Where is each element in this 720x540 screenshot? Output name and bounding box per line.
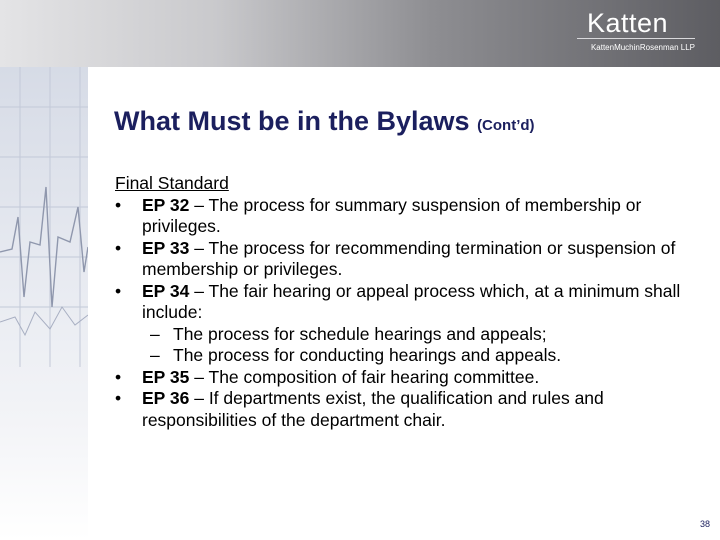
sub-bullet-item	[115, 345, 705, 367]
sub-bullet-text: The process for conducting hearings and appeals.	[173, 345, 562, 365]
bullet-item	[115, 238, 705, 281]
bullet-item	[115, 388, 705, 431]
bullet-item	[115, 367, 705, 389]
ep-label: EP 32	[142, 194, 190, 215]
bullet-icon: •	[115, 388, 122, 408]
header-bar	[0, 0, 720, 67]
sub-bullet-item	[115, 324, 705, 346]
bullet-item	[115, 195, 705, 238]
ep-label: EP 33	[142, 237, 190, 258]
ep-label: EP 35	[142, 366, 190, 387]
bullet-text: – The process for recommending termination or suspension of membership or privileges.	[142, 237, 676, 279]
bullet-text: – If departments exist, the qualification and rules and responsibilities of the department chair.	[142, 388, 604, 430]
section-heading: Final Standard	[115, 173, 229, 193]
bullet-icon: •	[115, 194, 122, 215]
title-suffix: (Cont’d)	[477, 117, 535, 134]
logo-divider	[577, 38, 695, 39]
ep-label: EP 34	[142, 280, 190, 301]
ep-label: EP 36	[142, 388, 190, 408]
dash-icon: –	[150, 345, 160, 365]
dash-icon: –	[150, 323, 160, 344]
bullet-text: – The process for summary suspension of membership or privileges.	[142, 194, 642, 236]
bullet-icon: •	[115, 237, 122, 258]
slide-body	[115, 173, 705, 431]
bullet-text: – The fair hearing or appeal process which, at a minimum shall include:	[142, 280, 681, 322]
bullet-text: – The composition of fair hearing committee.	[189, 366, 540, 387]
bullet-item	[115, 281, 705, 324]
decorative-ecg-image	[0, 67, 88, 540]
katten-logo: Katten	[586, 8, 668, 38]
sub-bullet-text: The process for schedule hearings and appeals;	[173, 323, 547, 344]
title-text: What Must be in the Bylaws	[114, 106, 470, 136]
bullet-icon: •	[115, 280, 122, 301]
page-number: 38	[699, 519, 710, 529]
bullet-icon: •	[115, 366, 122, 387]
slide-title	[114, 106, 535, 137]
firm-name: KattenMuchinRosenman LLP	[590, 43, 695, 52]
